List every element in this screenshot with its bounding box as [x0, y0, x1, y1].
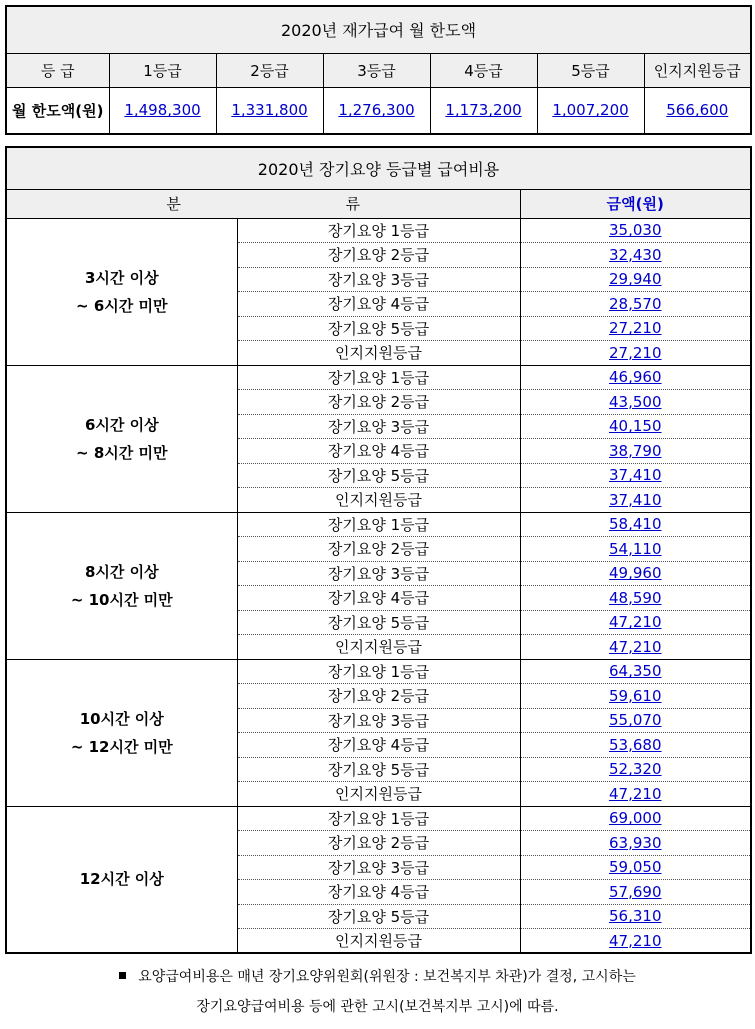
grade-col-2: 2등급: [216, 53, 323, 87]
amount-cell: [520, 659, 751, 684]
amount-value[interactable]: 27,210: [609, 319, 662, 338]
duration-group-label: [6, 659, 237, 806]
duration-group-line-2: ~ 8시간 미만: [76, 443, 168, 462]
benefit-cost-title: 2020년 장기요양 등급별 급여비용: [6, 147, 751, 189]
cost-row: [6, 659, 751, 684]
grade-label: 장기요양 1등급: [237, 659, 520, 684]
grade-label: 장기요양 1등급: [237, 365, 520, 390]
amount-cell: [520, 635, 751, 660]
amount-cell: [520, 390, 751, 415]
grade-col-3: 3등급: [323, 53, 430, 87]
grade-label: 장기요양 2등급: [237, 537, 520, 562]
amount-value[interactable]: 43,500: [609, 392, 662, 411]
grade-col-5: 5등급: [537, 53, 644, 87]
amount-cell: [520, 733, 751, 758]
limit-value-5[interactable]: 1,007,200: [552, 101, 629, 120]
amount-cell: [520, 341, 751, 366]
grade-label: 장기요양 3등급: [237, 561, 520, 586]
category-header: 분 류: [6, 189, 520, 218]
grade-label: 장기요양 3등급: [237, 708, 520, 733]
amount-value[interactable]: 47,210: [609, 637, 662, 656]
duration-group-label: [6, 512, 237, 659]
amount-value[interactable]: 27,210: [609, 343, 662, 362]
cost-row: [6, 806, 751, 831]
duration-group-line-2: ~ 12시간 미만: [70, 737, 173, 756]
amount-cell: [520, 561, 751, 586]
amount-value[interactable]: 37,410: [609, 490, 662, 509]
amount-cell: [520, 708, 751, 733]
amount-value[interactable]: 46,960: [609, 368, 662, 387]
amount-value[interactable]: 38,790: [609, 441, 662, 460]
duration-group-label: [6, 365, 237, 512]
amount-value[interactable]: 29,940: [609, 270, 662, 289]
amount-value[interactable]: 59,610: [609, 686, 662, 705]
amount-value[interactable]: 28,570: [609, 294, 662, 313]
monthly-limit-title: 2020년 재가급여 월 한도액: [6, 6, 751, 53]
grade-label: 장기요양 2등급: [237, 390, 520, 415]
monthly-limit-table: [5, 5, 752, 135]
duration-group-line-1: 6시간 이상: [84, 415, 159, 434]
bullet-icon: [119, 972, 126, 979]
footnote-line-2: 장기요양급여비용 등에 관한 고시(보건복지부 고시)에 따름.: [196, 999, 559, 1015]
grade-label: 인지지원등급: [237, 341, 520, 366]
grade-label: 장기요양 1등급: [237, 512, 520, 537]
amount-cell: [520, 512, 751, 537]
benefit-cost-table: [5, 146, 752, 954]
duration-group-line-2: ~ 10시간 미만: [70, 590, 173, 609]
duration-group-line-1: 12시간 이상: [79, 870, 164, 889]
grade-label: 장기요양 3등급: [237, 855, 520, 880]
grade-label: 장기요양 1등급: [237, 218, 520, 243]
amount-cell: [520, 586, 751, 611]
amount-cell: [520, 537, 751, 562]
duration-group-line-2: ~ 6시간 미만: [76, 296, 168, 315]
amount-value[interactable]: 49,960: [609, 564, 662, 583]
grade-label: 장기요양 4등급: [237, 880, 520, 905]
amount-value[interactable]: 52,320: [609, 760, 662, 779]
grade-label: 인지지원등급: [237, 929, 520, 954]
amount-value[interactable]: 48,590: [609, 588, 662, 607]
grade-label: 장기요양 3등급: [237, 414, 520, 439]
amount-value[interactable]: 47,210: [609, 784, 662, 803]
amount-value[interactable]: 40,150: [609, 417, 662, 436]
grade-label: 인지지원등급: [237, 488, 520, 513]
amount-cell: [520, 243, 751, 268]
amount-cell: [520, 757, 751, 782]
amount-cell: [520, 782, 751, 807]
amount-cell: [520, 439, 751, 464]
amount-value[interactable]: 47,210: [609, 613, 662, 632]
amount-value[interactable]: 69,000: [609, 809, 662, 828]
amount-cell: [520, 463, 751, 488]
grade-col-1: 1등급: [109, 53, 216, 87]
duration-group-line-1: 3시간 이상: [84, 268, 159, 287]
limit-value-cognitive[interactable]: 566,600: [666, 101, 729, 120]
amount-cell: [520, 316, 751, 341]
grade-label: 인지지원등급: [237, 635, 520, 660]
amount-value[interactable]: 59,050: [609, 858, 662, 877]
cost-row: [6, 365, 751, 390]
amount-value[interactable]: 53,680: [609, 735, 662, 754]
limit-value-4[interactable]: 1,173,200: [445, 101, 522, 120]
grade-label: 장기요양 4등급: [237, 439, 520, 464]
amount-value[interactable]: 56,310: [609, 907, 662, 926]
grade-label: 장기요양 5등급: [237, 463, 520, 488]
amount-cell: [520, 218, 751, 243]
amount-value[interactable]: 54,110: [609, 539, 662, 558]
amount-cell: [520, 855, 751, 880]
amount-cell: [520, 904, 751, 929]
grade-col-4: 4등급: [430, 53, 537, 87]
amount-value[interactable]: 64,350: [609, 662, 662, 681]
grade-label: 장기요양 5등급: [237, 904, 520, 929]
amount-value[interactable]: 37,410: [609, 466, 662, 485]
grade-col-cognitive: 인지지원등급: [644, 53, 751, 87]
grade-label: 장기요양 5등급: [237, 316, 520, 341]
duration-group-line-1: 8시간 이상: [84, 562, 159, 581]
limit-value-1[interactable]: 1,498,300: [124, 101, 201, 120]
amount-cell: [520, 414, 751, 439]
grade-label: 장기요양 5등급: [237, 610, 520, 635]
cost-row: [6, 512, 751, 537]
amount-cell: [520, 684, 751, 709]
duration-group-label: [6, 806, 237, 953]
amount-value[interactable]: 32,430: [609, 245, 662, 264]
amount-value[interactable]: 57,690: [609, 882, 662, 901]
amount-cell: [520, 610, 751, 635]
grade-label: 장기요양 4등급: [237, 292, 520, 317]
monthly-limit-row-label: 월 한도액(원): [6, 87, 109, 134]
amount-cell: [520, 292, 751, 317]
grade-label: 인지지원등급: [237, 782, 520, 807]
cost-row: [6, 218, 751, 243]
grade-label: 장기요양 2등급: [237, 243, 520, 268]
grade-label: 장기요양 2등급: [237, 831, 520, 856]
limit-value-2[interactable]: 1,331,800: [231, 101, 308, 120]
amount-header: 금액(원): [520, 189, 751, 218]
amount-cell: [520, 267, 751, 292]
grade-label: 장기요양 5등급: [237, 757, 520, 782]
footnote-line-1: 요양급여비용은 매년 장기요양위원회(위원장 : 보건복지부 차관)가 결정, 고시하는: [0, 963, 755, 991]
grade-label: 장기요양 4등급: [237, 586, 520, 611]
grade-header: 등 급: [6, 53, 109, 87]
amount-cell: [520, 929, 751, 954]
amount-value[interactable]: 63,930: [609, 833, 662, 852]
duration-group-line-1: 10시간 이상: [79, 709, 164, 728]
amount-value[interactable]: 47,210: [609, 931, 662, 950]
amount-cell: [520, 365, 751, 390]
amount-value[interactable]: 35,030: [609, 221, 662, 240]
limit-value-3[interactable]: 1,276,300: [338, 101, 415, 120]
duration-group-label: [6, 218, 237, 365]
grade-label: 장기요양 4등급: [237, 733, 520, 758]
amount-value[interactable]: 58,410: [609, 515, 662, 534]
amount-value[interactable]: 55,070: [609, 711, 662, 730]
amount-cell: [520, 831, 751, 856]
grade-label: 장기요양 2등급: [237, 684, 520, 709]
grade-label: 장기요양 3등급: [237, 267, 520, 292]
grade-label: 장기요양 1등급: [237, 806, 520, 831]
amount-cell: [520, 880, 751, 905]
amount-cell: [520, 488, 751, 513]
amount-cell: [520, 806, 751, 831]
